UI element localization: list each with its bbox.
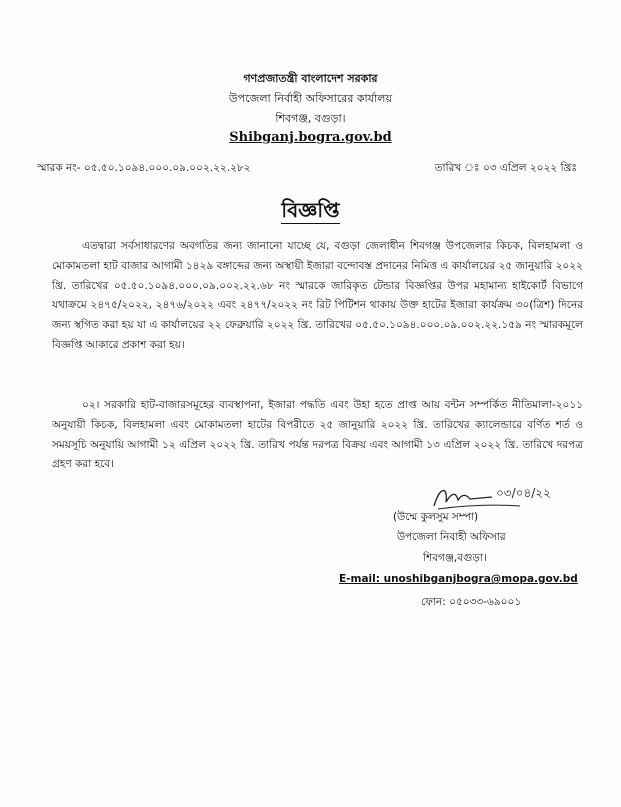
signatory-office: শিবগঞ্জ,বগুড়া।: [423, 552, 487, 564]
notice-paragraph-2: ০২। সরকারি হাট-বাজারসমূহের ব্যবস্থাপনা, ইজারা পদ্ধতি এবং উহা হতে প্রাপ্ত আয় বন্টন সম্পর্কিত নীতিমালা-২০১১ অনুযায়ী কিচক, বিলহামলা এবং মোকামতলা হাটের বিপরীতে ২৫ জানুয়ারি ২০২২ খ্রি. তারিখের ক্যালেন্ডারে বর্ণিত শর্ত ও সময়সূচি অনুযায়ি আগামী ১২ এপ্রিল ২০২২ খ্রি. তারিখ পর্যন্ত দরপত্র বিক্রয় এবং আগামী ১৩ এপ্রিল ২০২২ খ্রি. তারিখে দরপত্র গ্রহণ করা হবে।: [52, 399, 583, 471]
location-heading: শিবগঞ্জ, বগুড়া।: [275, 112, 346, 125]
notice-paragraph-1: এতদ্বারা সর্বসাধারণের অবগতির জন্য জানানো যাচ্ছে যে, বগুড়া জেলাধীন শিবগঞ্জ উপজেলার কিচক, বিলহামলা ও মোকামতলা হাট বাজার আগামী ১৪২৯ বঙ্গাব্দের জন্য অস্থায়ী ইজারা বন্দোবস্ত প্রদানের নিমিত্ত এ কার্যালয়ের ২৫ জানুয়ারি ২০২২ খ্রি. তারিখের ০৫.৫০.১০৯৪.০০০.০৯.০০২.২২.৬৮ নং স্মারকে জারিকৃত টেন্ডার বিজ্ঞপ্তির উপর মহামান্য হাইকোর্ট বিভাগে যথাক্রমে ২৪৭৫/২০২২, ২৪৭৬/২০২২ এবং ২৪৭৭/২০২২ নং রিট পিটিশন থাকায় উক্ত হাটের ইজারা কার্যক্রম ৩০(ত্রিশ) দিনের জন্য স্থগিত করা হয় যা এ কার্যালয়ের ২২ ফেব্রুয়ারি ২০২২ খ্রি. তারিখের ০৫.৫০.১০৯৪.০০০.০৯.০০২.২২.১৫৯ নং স্মারকমূলে বিজ্ঞপ্তি আকারে প্রকাশ করা হয়।: [52, 240, 583, 351]
memo-date: তারিখ ঃ ০৩ এপ্রিল ২০২২ খ্রিঃ: [434, 162, 577, 174]
government-heading: গণপ্রজাতন্ত্রী বাংলাদেশ সরকার: [243, 72, 378, 85]
handwritten-signature: [430, 482, 560, 512]
notice-title-text: বিজ্ঞপ্তি: [281, 198, 340, 222]
notice-title: [0, 196, 621, 229]
phone-number: ফোন: ০৫০৩৩-৬৯০০১: [421, 596, 522, 608]
signatory-designation: উপজেলা নিবাহী অফিসার: [397, 531, 506, 543]
signatory-name: (উম্মে কুলসুম সম্পা): [393, 511, 479, 523]
handwritten-date: ০৩/০৪/২২: [496, 486, 551, 500]
email-link[interactable]: E-mail: unoshibganjbogra@mopa.gov.bd: [339, 573, 578, 585]
office-heading: উপজেলা নির্বাহী অফিসারের কার্যালয়: [229, 92, 392, 105]
website-link[interactable]: Shibganj.bogra.gov.bd: [229, 130, 392, 145]
memo-number: স্মারক নং- ০৫.৫০.১০৯৪.০০০.০৯.০০২.২২.২৮২: [37, 162, 251, 174]
